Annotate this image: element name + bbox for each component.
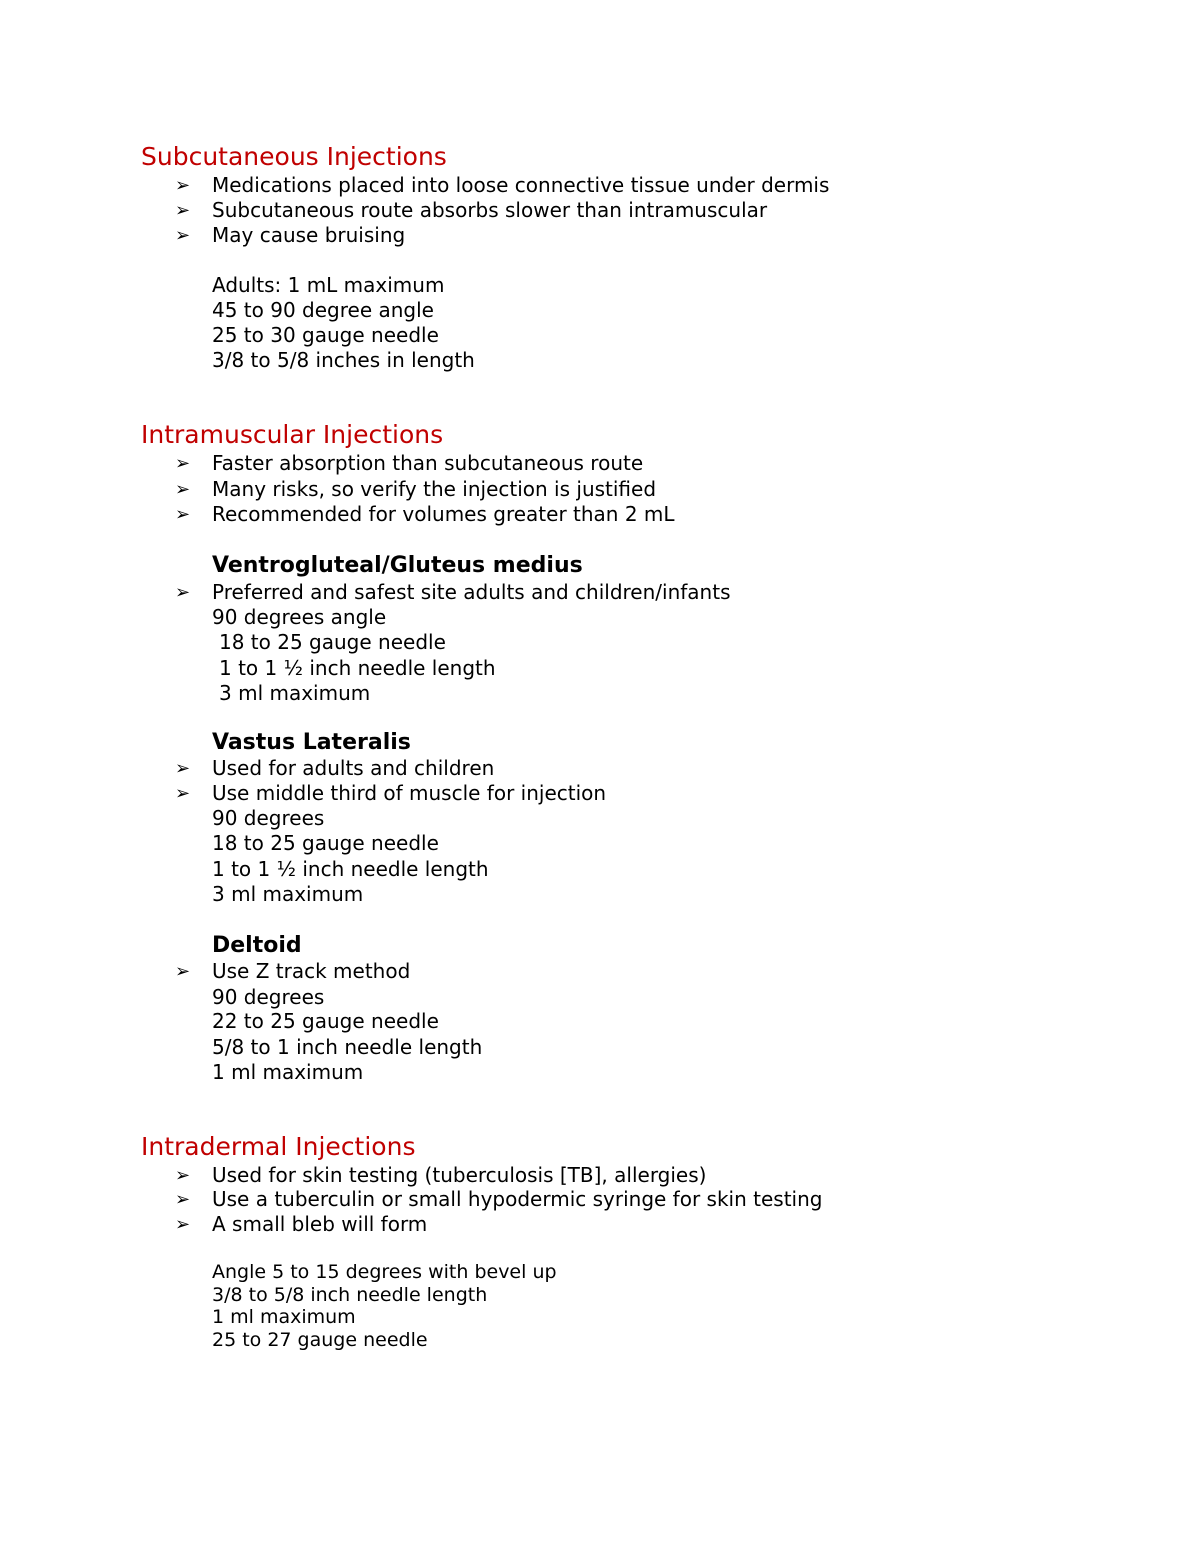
intramuscular-bullet-1: Faster absorption than subcutaneous route	[212, 451, 644, 475]
subcutaneous-bullet-1: Medications placed into loose connective tissue under dermis	[212, 173, 830, 197]
bullet-icon: ➢	[175, 175, 191, 196]
subcutaneous-bullet-2: Subcutaneous route absorbs slower than intramuscular	[212, 198, 768, 222]
bullet-icon: ➢	[175, 479, 191, 500]
vastus-bullet-1: Used for adults and children	[212, 756, 495, 780]
intradermal-detail-4: 25 to 27 gauge needle	[212, 1329, 428, 1351]
deltoid-detail-2: 22 to 25 gauge needle	[212, 1009, 439, 1033]
vastus-detail-2: 18 to 25 gauge needle	[212, 831, 439, 855]
bullet-icon: ➢	[175, 961, 191, 982]
site-title-ventrogluteal: Ventrogluteal/Gluteus medius	[212, 553, 583, 578]
deltoid-detail-3: 5/8 to 1 inch needle length	[212, 1035, 483, 1059]
deltoid-detail-1: 90 degrees	[212, 985, 325, 1009]
ventrogluteal-detail-3: 1 to 1 ½ inch needle length	[219, 656, 496, 680]
bullet-icon: ➢	[175, 1189, 191, 1210]
bullet-icon: ➢	[175, 1165, 191, 1186]
intramuscular-bullet-3: Recommended for volumes greater than 2 mL	[212, 502, 675, 526]
ventrogluteal-bullet-1: Preferred and safest site adults and children/infants	[212, 580, 731, 604]
bullet-icon: ➢	[175, 582, 191, 603]
deltoid-detail-4: 1 ml maximum	[212, 1060, 364, 1084]
subcutaneous-detail-4: 3/8 to 5/8 inches in length	[212, 348, 475, 372]
section-title-intradermal: Intradermal Injections	[141, 1132, 416, 1161]
bullet-icon: ➢	[175, 783, 191, 804]
subcutaneous-detail-2: 45 to 90 degree angle	[212, 298, 434, 322]
vastus-detail-1: 90 degrees	[212, 806, 325, 830]
vastus-detail-4: 3 ml maximum	[212, 882, 364, 906]
site-title-deltoid: Deltoid	[212, 933, 302, 958]
vastus-detail-3: 1 to 1 ½ inch needle length	[212, 857, 489, 881]
intradermal-detail-1: Angle 5 to 15 degrees with bevel up	[212, 1261, 557, 1283]
ventrogluteal-detail-2: 18 to 25 gauge needle	[219, 630, 446, 654]
subcutaneous-detail-3: 25 to 30 gauge needle	[212, 323, 439, 347]
bullet-icon: ➢	[175, 453, 191, 474]
intradermal-bullet-3: A small bleb will form	[212, 1212, 428, 1236]
section-title-intramuscular: Intramuscular Injections	[141, 420, 444, 449]
bullet-icon: ➢	[175, 758, 191, 779]
intradermal-bullet-1: Used for skin testing (tuberculosis [TB], allergies)	[212, 1163, 707, 1187]
bullet-icon: ➢	[175, 504, 191, 525]
ventrogluteal-detail-4: 3 ml maximum	[219, 681, 371, 705]
ventrogluteal-detail-1: 90 degrees angle	[212, 605, 387, 629]
intradermal-bullet-2: Use a tuberculin or small hypodermic syringe for skin testing	[212, 1187, 823, 1211]
section-title-subcutaneous: Subcutaneous Injections	[141, 142, 447, 171]
bullet-icon: ➢	[175, 1214, 191, 1235]
subcutaneous-bullet-3: May cause bruising	[212, 223, 406, 247]
intradermal-detail-3: 1 ml maximum	[212, 1306, 356, 1328]
deltoid-bullet-1: Use Z track method	[212, 959, 411, 983]
intramuscular-bullet-2: Many risks, so verify the injection is justified	[212, 477, 657, 501]
vastus-bullet-2: Use middle third of muscle for injection	[212, 781, 607, 805]
site-title-vastus-lateralis: Vastus Lateralis	[212, 730, 411, 755]
subcutaneous-detail-1: Adults: 1 mL maximum	[212, 273, 445, 297]
bullet-icon: ➢	[175, 225, 191, 246]
intradermal-detail-2: 3/8 to 5/8 inch needle length	[212, 1284, 488, 1306]
bullet-icon: ➢	[175, 200, 191, 221]
